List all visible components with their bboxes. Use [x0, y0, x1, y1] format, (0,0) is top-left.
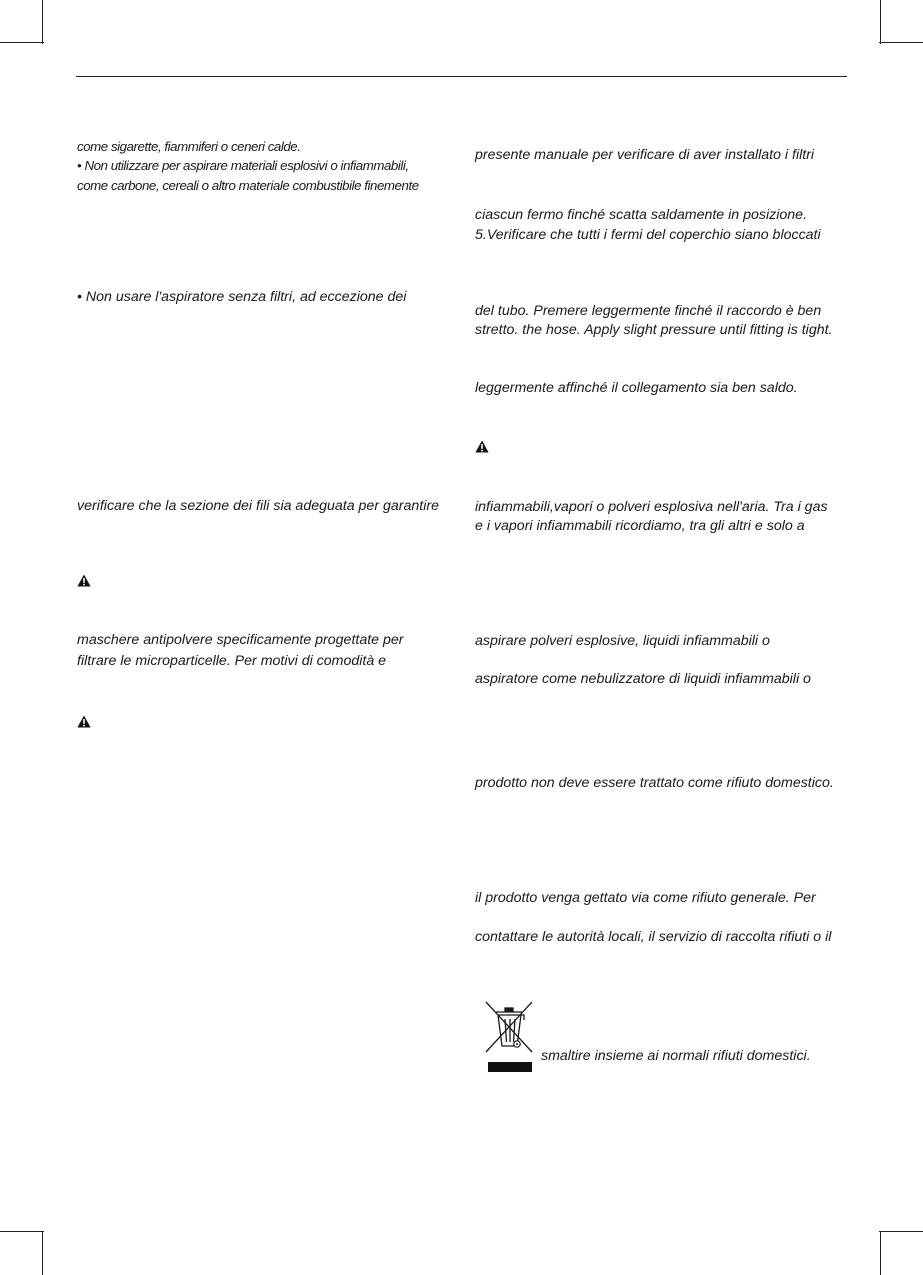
- warning-triangle-icon: [77, 574, 91, 587]
- crop-mark-bottom-left-vertical: [42, 1231, 43, 1275]
- right-text-line: il prodotto venga gettato via come rifiuto generale. Per: [475, 890, 816, 906]
- right-text-line: contattare le autorità locali, il servizio di raccolta rifiuti o il: [475, 929, 832, 945]
- crop-mark-top-left-horizontal: [0, 42, 44, 43]
- crop-mark-top-right-vertical: [880, 0, 881, 44]
- right-text-line: stretto. the hose. Apply slight pressure until fitting is tight.: [475, 322, 833, 338]
- left-text-line: verificare che la sezione dei fili sia adeguata per garantire: [77, 498, 439, 514]
- left-text-line: come sigarette, fiammiferi o ceneri calde.: [77, 139, 301, 154]
- left-text-line: filtrare le microparticelle. Per motivi di comodità e: [77, 653, 387, 669]
- right-text-line: infiammabili,vapori o polveri esplosiva nell'aria. Tra i gas: [475, 499, 828, 515]
- warning-triangle-icon: [475, 440, 489, 453]
- right-text-line: aspirare polveri esplosive, liquidi infiammabili o: [475, 633, 770, 649]
- crop-mark-bottom-right-horizontal: [879, 1231, 923, 1232]
- left-text-line: • Non utilizzare per aspirare materiali esplosivi o infiammabili,: [77, 158, 409, 173]
- right-text-line: presente manuale per verificare di aver installato i filtri: [475, 147, 815, 163]
- crop-mark-bottom-left-horizontal: [0, 1231, 44, 1232]
- crop-mark-bottom-right-vertical: [880, 1231, 881, 1275]
- right-text-line: del tubo. Premere leggermente finché il raccordo è ben: [475, 303, 822, 319]
- right-text-line: e i vapori infiammabili ricordiamo, tra gli altri e solo a: [475, 518, 805, 534]
- right-text-line: smaltire insieme ai normali rifiuti domestici.: [541, 1048, 811, 1064]
- left-text-line: • Non usare l'aspiratore senza filtri, ad eccezione dei: [77, 289, 407, 305]
- right-text-line: ciascun fermo finché scatta saldamente in posizione.: [475, 207, 808, 223]
- right-text-line: aspiratore come nebulizzatore di liquidi infiammabili o: [475, 671, 811, 687]
- crop-mark-top-left-vertical: [42, 0, 43, 44]
- crossed-out-wheelie-bin-icon: [484, 1000, 536, 1074]
- warning-triangle-icon: [77, 715, 91, 728]
- right-text-line: prodotto non deve essere trattato come rifiuto domestico.: [475, 775, 834, 791]
- header-rule: [76, 76, 847, 77]
- left-text-line: maschere antipolvere specificamente progettate per: [77, 632, 404, 648]
- left-text-line: come carbone, cereali o altro materiale combustibile finemente: [77, 178, 419, 193]
- right-text-line: 5.Verificare che tutti i fermi del coperchio siano bloccati: [475, 227, 821, 243]
- crop-mark-top-right-horizontal: [879, 42, 923, 43]
- right-text-line: leggermente affinché il collegamento sia ben saldo.: [475, 380, 798, 396]
